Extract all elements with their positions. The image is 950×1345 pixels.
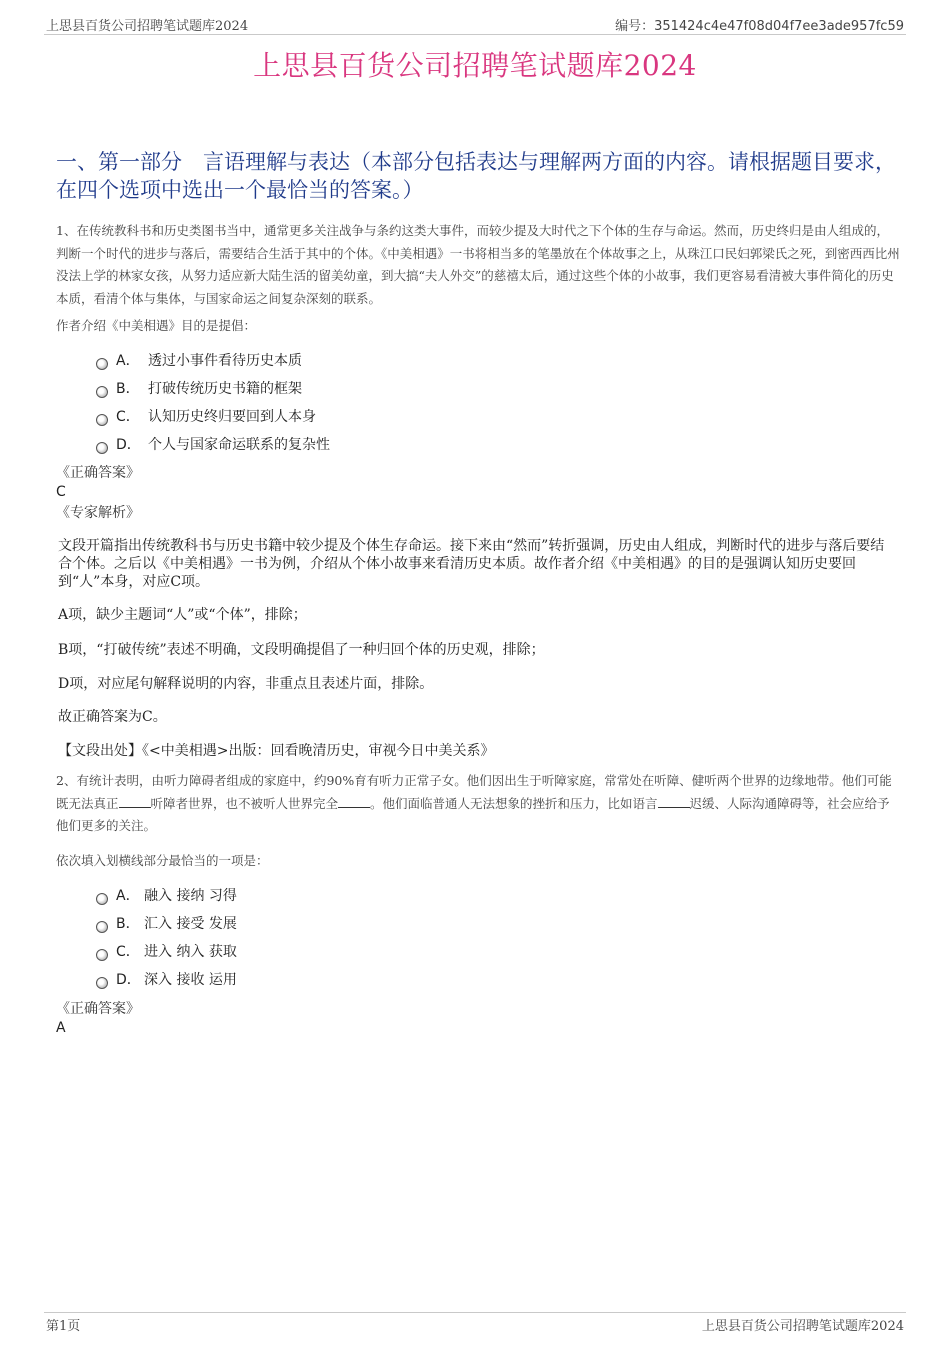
radio-icon[interactable] (96, 893, 108, 905)
option-letter: A． (116, 353, 140, 369)
running-header (44, 14, 906, 35)
option-letter: A． (116, 888, 140, 904)
radio-icon[interactable] (96, 921, 108, 933)
analysis-paragraph: D项，对应尾句解释说明的内容，非重点且表述片面，排除。 (58, 676, 434, 692)
option-b[interactable] (96, 909, 237, 937)
option-b[interactable] (96, 374, 330, 402)
option-d[interactable] (96, 430, 330, 458)
option-text: 汇入 接受 发展 (144, 916, 237, 932)
question-1-options (96, 346, 330, 458)
analysis-paragraph: 【文段出处】《<中美相遇>出版：回看晚清历史，审视今日中美关系》 (58, 743, 495, 759)
analysis-item-b (58, 641, 903, 659)
radio-icon[interactable] (96, 949, 108, 961)
question-1-answer (56, 462, 901, 522)
option-letter: D． (116, 437, 141, 453)
option-a[interactable] (96, 881, 237, 909)
option-letter: B． (116, 916, 140, 932)
running-footer (44, 1312, 906, 1337)
footer-page-number: 第1页 (46, 1319, 81, 1334)
option-text: 个人与国家命运联系的复杂性 (148, 437, 330, 453)
question-2-options (96, 881, 237, 993)
blank-line (338, 807, 370, 808)
radio-icon[interactable] (96, 977, 108, 989)
passage-part: 。他们面临普通人无法想象的挫折和压力，比如语言 (370, 795, 658, 811)
question-1-prompt-wrap (56, 316, 901, 334)
analysis-paragraph: A项，缺少主题词“人”或“个体”，排除； (58, 607, 307, 623)
radio-icon[interactable] (96, 442, 108, 454)
answer-value: C (56, 484, 66, 500)
question-prompt: 依次填入划横线部分最恰当的一项是： (56, 853, 269, 868)
radio-icon[interactable] (96, 386, 108, 398)
header-code-label: 编号： (615, 19, 655, 34)
analysis-paragraph: 文段开篇指出传统教科书与历史书籍中较少提及个体生存命运。接下来由“然而”转折强调，历史由人组成，判断时代的进步与落后要结合个体。之后以《中美相遇》一书为例，介绍从个体小故事来看清历史本质。故作者介绍《中美相遇》的目的是强调认知历史要回到“人”本身，对应C项。 (58, 538, 885, 590)
radio-icon[interactable] (96, 414, 108, 426)
document-title: 上思县百货公司招聘笔试题库2024 (253, 49, 697, 82)
question-passage: 1、在传统教科书和历史类图书当中，通常更多关注战争与条约这类大事件，而较少提及大时代之下个体的生存与命运。然而，历史终归是由人组成的，判断一个时代的进步与落后，需要结合生活于其中的个体。《中美相遇》一书将相当多的笔墨放在个体故事之上，从珠江口民妇郭梁氏之死，到密西西比州没法上学的林家女孩，从努力适应新大陆生活的留美幼童，到大搞“夫人外交”的慈禧太后，通过这些个体的小故事，我们更容易看清被大事件简化的历史本质，看清个体与集体，与国家命运之间复杂深刻的联系。 (56, 223, 900, 306)
answer-label: 《正确答案》 (56, 465, 140, 481)
question-2-answer (56, 998, 901, 1036)
question-prompt: 作者介绍《中美相遇》目的是提倡： (56, 318, 257, 333)
option-text: 透过小事件看待历史本质 (148, 353, 302, 369)
question-2-prompt-wrap (56, 851, 901, 869)
option-text: 融入 接纳 习得 (144, 888, 237, 904)
option-c[interactable] (96, 937, 237, 965)
answer-label: 《正确答案》 (56, 1001, 140, 1017)
option-d[interactable] (96, 965, 237, 993)
question-2-passage (56, 770, 901, 838)
blank-line (119, 807, 151, 808)
option-text: 认知历史终归要回到人本身 (148, 409, 316, 425)
answer-value: A (56, 1020, 66, 1036)
analysis-source (58, 742, 903, 760)
option-letter: B． (116, 381, 140, 397)
option-text: 进入 纳入 获取 (144, 944, 237, 960)
option-text: 深入 接收 运用 (144, 972, 237, 988)
analysis-item-d (58, 675, 903, 693)
passage-part: 2、有统计表明，由听力障碍者组成的家庭中，约90%育有听力正常子女。他们因出生于听障家庭，常常处在听障、健听两个世界的边缘地带。他们可能既无法真正 (56, 773, 892, 811)
header-code-value: 351424c4e47f08d04f7ee3ade957fc59 (654, 19, 904, 34)
header-doc-name: 上思县百货公司招聘笔试题库2024 (46, 19, 249, 34)
radio-icon[interactable] (96, 358, 108, 370)
question-passage (56, 770, 901, 838)
analysis-conclusion (58, 708, 903, 726)
passage-part: 听障者世界，也不被听人世界完全 (150, 795, 339, 811)
analysis-paragraph: B项，“打破传统”表述不明确，文段明确提倡了一种归回个体的历史观，排除； (58, 642, 545, 658)
option-letter: C． (116, 409, 140, 425)
option-a[interactable] (96, 346, 330, 374)
passage-part: 迟缓、人际沟通障碍等，社会应给予他们更多的关注。 (56, 795, 890, 833)
section-heading: 一、第一部分 言语理解与表达（本部分包括表达与理解两方面的内容。请根据题目要求，在四个选项中选出一个最恰当的答案。） (56, 150, 896, 202)
option-letter: D． (116, 972, 141, 988)
option-c[interactable] (96, 402, 330, 430)
header-code (615, 15, 904, 34)
option-text: 打破传统历史书籍的框架 (148, 381, 302, 397)
analysis-paragraph: 故正确答案为C。 (58, 709, 167, 725)
question-1-analysis (58, 537, 893, 591)
analysis-item-a (58, 606, 903, 624)
footer-doc-name: 上思县百货公司招聘笔试题库2024 (701, 1319, 904, 1334)
question-1-passage (56, 220, 901, 310)
blank-line (658, 807, 690, 808)
option-letter: C． (116, 944, 140, 960)
analysis-label: 《专家解析》 (56, 505, 140, 521)
